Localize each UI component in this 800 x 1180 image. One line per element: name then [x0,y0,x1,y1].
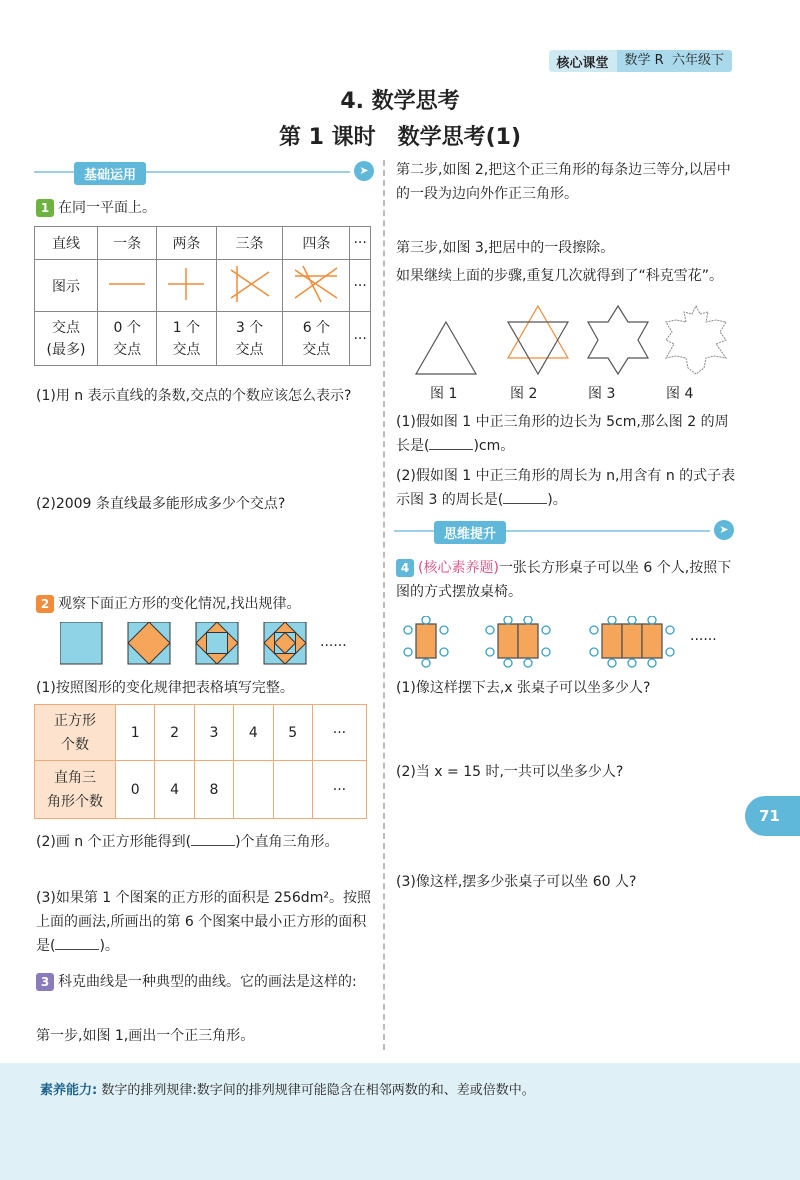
q1-stem [36,196,156,220]
fig-label-4: 图 4 [666,386,694,402]
q1-fig-1 [98,260,157,312]
answer-blank[interactable] [191,831,235,846]
q2-row2-cell: ··· [312,761,366,819]
q1-points-4: 6 个 交点 [283,312,350,366]
q3-step3: 第三步,如图 3,把居中的一段擦除。 [396,240,615,256]
q2-row2-cell [234,761,273,819]
q4-ellipsis: ······ [690,632,717,648]
q1-row-header-lines: 直线 [35,227,98,260]
q2-part3 [36,886,376,958]
fig-label-1: 图 1 [430,386,458,402]
q2-row2-cell: 4 [155,761,194,819]
q3-stem [36,970,376,994]
q3-stem-text: 科克曲线是一种典型的曲线。它的画法是这样的: [58,974,357,990]
paper-plane-icon: ➤ [714,520,734,540]
page-number: 71 [745,796,800,836]
footer-label: 素养能力: [40,1083,98,1098]
page-subtitle: 第 1 课时 数学思考(1) [278,125,522,150]
q3-part1 [396,410,736,458]
q4-part2: (2)当 x = 15 时,一共可以坐多少人? [396,764,624,780]
q1-fig-more: ··· [350,260,371,312]
q1-lines-2: 两条 [157,227,216,260]
q4-stem-text: 一张长方形桌子可以坐 6 个人,按照下图的方式摆放桌椅。 [396,560,732,600]
q1-table [34,226,371,366]
column-divider [383,160,385,1050]
q1-part1: (1)用 n 表示直线的条数,交点的个数应该怎么表示? [36,388,352,404]
q2-row1-cell: 5 [273,705,312,761]
q3-part2-b: )。 [547,492,567,508]
answer-blank[interactable] [429,435,473,450]
page-title: 4. 数学思考 [340,89,460,114]
q2-part1: (1)按照图形的变化规律把表格填写完整。 [36,680,294,696]
q1-fig-2 [157,260,216,312]
footer [0,1063,800,1180]
q2-row1-cell: 4 [234,705,273,761]
answer-blank[interactable] [503,489,547,504]
q1-lines-1: 一条 [98,227,157,260]
q2-table [34,704,367,819]
q2-row1-cell: ··· [312,705,366,761]
q3-part1-b: )cm。 [473,438,515,454]
q4-stem [396,556,736,604]
fig-label-2: 图 2 [510,386,538,402]
q2-stem [36,592,300,616]
header-right [617,50,732,72]
q4-part3: (3)像这样,摆多少张桌子可以坐 60 人? [396,874,637,890]
section-advance [394,523,734,542]
q1-row-header-figure: 图示 [35,260,98,312]
q1-lines-3: 三条 [216,227,283,260]
book-header [549,50,732,72]
q2-part2-a: (2)画 n 个正方形能得到( [36,834,192,850]
q2-stem-text: 观察下面正方形的变化情况,找出规律。 [58,596,301,612]
q4-number: 4 [396,559,414,577]
tables-figure [400,616,700,672]
q2-squares [60,622,360,670]
q4-part1: (1)像这样摆下去,x 张桌子可以坐多少人? [396,680,651,696]
q2-part3-a: (3)如果第 1 个图案的正方形的面积是 256dm²。按照上面的画法,所画出的第 6 个图案中最小正方形的面积是( [36,890,371,954]
q2-number: 2 [36,595,54,613]
q2-part3-b: )。 [99,938,119,954]
q1-stem-text: 在同一平面上。 [58,200,156,216]
footer-note [40,1079,535,1098]
q1-part2: (2)2009 条直线最多能形成多少个交点? [36,496,286,512]
koch-figures [400,300,740,384]
q2-part2-b: )个直角三角形。 [235,834,339,850]
section-basic-label: 基础运用 [74,162,146,185]
q1-points-2: 1 个 交点 [157,312,216,366]
q2-part2 [36,830,376,854]
q2-row1-cell: 1 [116,705,155,761]
q1-lines-4: 四条 [283,227,350,260]
answer-blank[interactable] [55,935,99,950]
q3-step1: 第一步,如图 1,画出一个正三角形。 [36,1028,255,1044]
q1-fig-4 [283,260,350,312]
q2-row1-label: 正方形 个数 [35,705,116,761]
q1-row-header-points: 交点 (最多) [35,312,98,366]
q2-row2-cell: 0 [116,761,155,819]
q3-continue: 如果继续上面的步骤,重复几次就得到了“科克雪花”。 [396,268,723,284]
header-left: 核心课堂 [556,55,609,71]
fig-label-3: 图 3 [588,386,616,402]
q1-points-more: ··· [350,312,371,366]
header-subject: 数学 R [624,53,664,68]
q3-part2 [396,464,736,512]
q2-row1-cell: 2 [155,705,194,761]
q2-row2-label: 直角三 角形个数 [35,761,116,819]
q2-ellipsis: ······ [320,638,347,654]
q3-step2: 第二步,如图 2,把这个正三角形的每条边三等分,以居中的一段为边向外作正三角形。 [396,162,731,202]
q1-number: 1 [36,199,54,217]
q2-row1-cell: 3 [194,705,233,761]
section-advance-label: 思维提升 [434,521,506,544]
paper-plane-icon: ➤ [354,161,374,181]
footer-text: 数字的排列规律:数字间的排列规律可能隐含在相邻两数的和、差或倍数中。 [101,1083,535,1098]
q2-row2-cell [273,761,312,819]
q3-part1-a: (1)假如图 1 中正三角形的边长为 5cm,那么图 2 的周长是( [396,414,729,454]
q1-fig-3 [216,260,283,312]
q1-points-3: 3 个 交点 [216,312,283,366]
q3-part2-a: (2)假如图 1 中正三角形的周长为 n,用含有 n 的式子表示图 3 的周长是( [396,468,736,508]
q2-row2-cell: 8 [194,761,233,819]
q4-tag: (核心素养题) [418,560,499,576]
section-basic [34,164,374,183]
q1-points-1: 0 个 交点 [98,312,157,366]
q3-number: 3 [36,973,54,991]
q1-lines-more: ··· [350,227,371,260]
header-grade: 六年级下 [671,53,724,68]
